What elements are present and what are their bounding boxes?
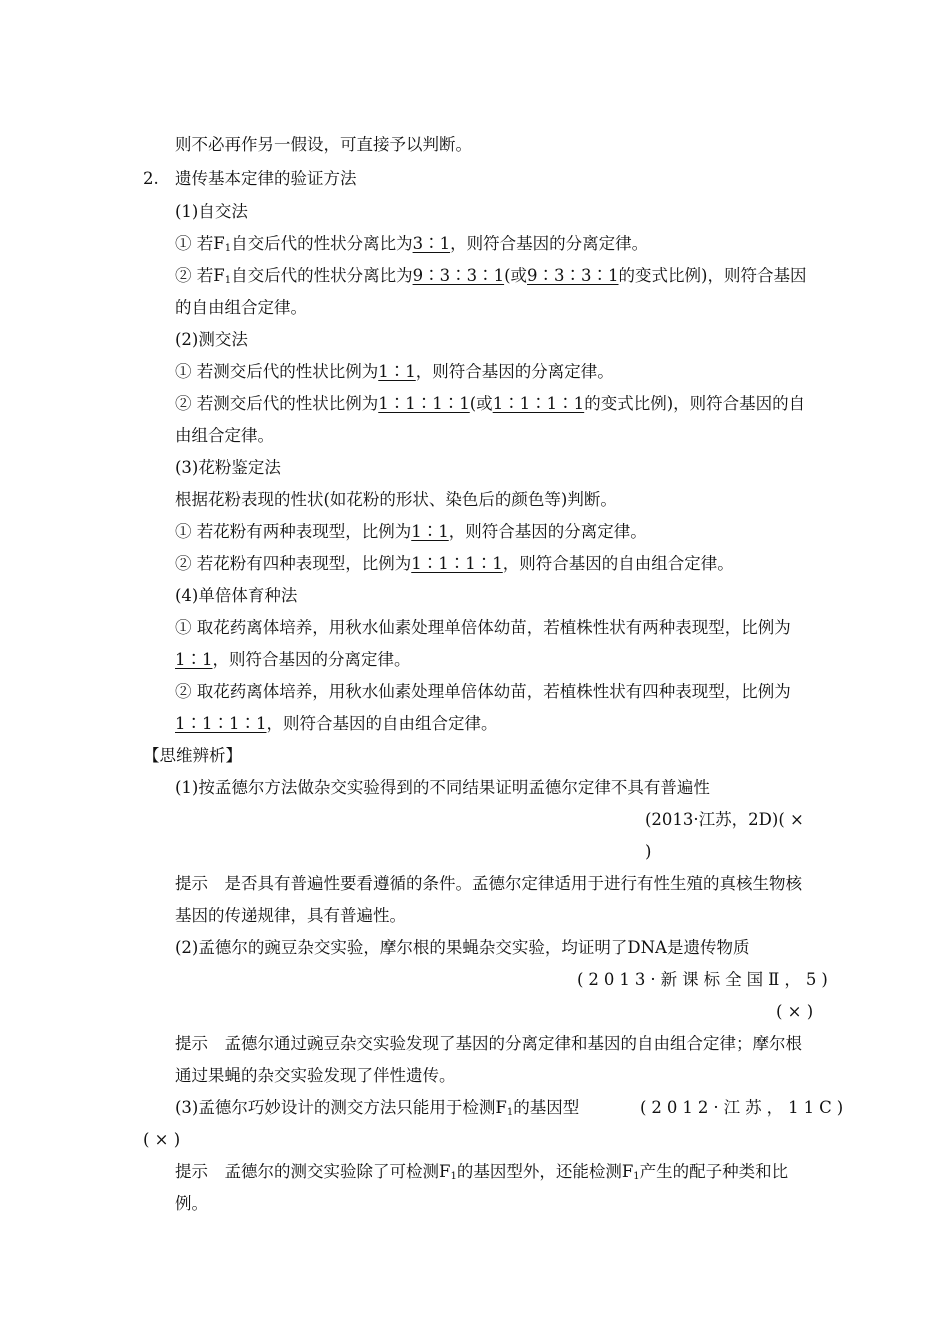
question-2: (2)孟德尔的豌豆杂交实验，摩尔根的果蝇杂交实验，均证明了DNA是遗传物质 xyxy=(175,938,750,957)
method-2-item-2: ② 若测交后代的性状比例为1∶1∶1∶1(或1∶1∶1∶1的变式比例)，则符合基因的自 xyxy=(175,394,806,413)
question-1-source: (2013·江苏，2D)( × xyxy=(645,810,804,829)
method-4-item-1: ① 取花药离体培养，用秋水仙素处理单倍体幼苗，若植株性状有两种表现型，比例为 xyxy=(175,618,791,637)
thinking-heading: 【思维辨析】 xyxy=(143,746,242,765)
method-1-item-2: ② 若$F_1$自交后代的性状分离比为9∶3∶3∶1(或9∶3∶3∶1的变式比例)，则符合基因 xyxy=(175,266,807,286)
answer-blank: 3∶1 xyxy=(412,234,451,253)
method-2-item-1: ① 若测交后代的性状比例为1∶1，则符合基因的分离定律。 xyxy=(175,362,614,381)
method-4-item-1-cont: 1∶1，则符合基因的分离定律。 xyxy=(175,650,411,669)
answer-blank: 1∶1∶1∶1 xyxy=(175,714,267,733)
section-2-title: 遗传基本定律的验证方法 xyxy=(175,169,357,188)
question-3-tip-cont: 例。 xyxy=(175,1194,208,1213)
answer-blank: 1∶1 xyxy=(378,362,416,381)
question-2-tip-cont: 通过果蝇的杂交实验发现了伴性遗传。 xyxy=(175,1066,456,1085)
answer-blank: 1∶1 xyxy=(411,522,449,541)
method-1-title: (1)自交法 xyxy=(175,202,248,221)
method-3-item-2: ② 若花粉有四种表现型，比例为1∶1∶1∶1，则符合基因的自由组合定律。 xyxy=(175,554,734,573)
question-3-tip: 提示 孟德尔的测交实验除了可检测$F_1$的基因型外，还能检测$F_1$产生的配子种类和比 xyxy=(175,1162,789,1182)
question-1: (1)按孟德尔方法做杂交实验得到的不同结果证明孟德尔定律不具有普遍性 xyxy=(175,778,710,797)
question-1-close: ) xyxy=(645,842,652,861)
paragraph-continuation: 则不必再作另一假设，可直接予以判断。 xyxy=(175,135,472,154)
answer-blank: 1∶1 xyxy=(175,650,213,669)
question-2-source: (2013·新课标全国Ⅱ，5) xyxy=(577,970,833,989)
method-3-item-1: ① 若花粉有两种表现型，比例为1∶1，则符合基因的分离定律。 xyxy=(175,522,647,541)
answer-blank: 1∶1∶1∶1 xyxy=(492,394,585,413)
question-3: (3)孟德尔巧妙设计的测交方法只能用于检测$F_1$的基因型 xyxy=(175,1098,580,1118)
method-2-item-2-cont: 由组合定律。 xyxy=(175,426,274,445)
answer-blank: 9∶3∶3∶1 xyxy=(412,266,505,285)
method-3-intro: 根据花粉表现的性状(如花粉的形状、染色后的颜色等)判断。 xyxy=(175,490,617,509)
method-4-item-2: ② 取花药离体培养，用秋水仙素处理单倍体幼苗，若植株性状有四种表现型，比例为 xyxy=(175,682,791,701)
method-1-item-2-cont: 的自由组合定律。 xyxy=(175,298,307,317)
method-2-title: (2)测交法 xyxy=(175,330,248,349)
question-2-mark: ( × ) xyxy=(776,1002,814,1021)
method-4-item-2-cont: 1∶1∶1∶1，则符合基因的自由组合定律。 xyxy=(175,714,498,733)
question-1-tip: 提示 是否具有普遍性要看遵循的条件。孟德尔定律适用于进行有性生殖的真核生物核 xyxy=(175,874,802,893)
answer-blank: 9∶3∶3∶1 xyxy=(527,266,619,285)
method-1-item-1: ① 若$F_1$自交后代的性状分离比为3∶1，则符合基因的分离定律。 xyxy=(175,234,649,254)
method-4-title: (4)单倍体育种法 xyxy=(175,586,298,605)
question-1-tip-cont: 基因的传递规律，具有普遍性。 xyxy=(175,906,406,925)
answer-blank: 1∶1∶1∶1 xyxy=(411,554,503,573)
method-3-title: (3)花粉鉴定法 xyxy=(175,458,281,477)
answer-blank: 1∶1∶1∶1 xyxy=(378,394,470,413)
section-2-number: 2. xyxy=(143,169,159,188)
question-2-tip: 提示 孟德尔通过豌豆杂交实验发现了基因的分离定律和基因的自由组合定律；摩尔根 xyxy=(175,1034,802,1053)
question-3-mark: ( × ) xyxy=(143,1130,181,1149)
question-3-source: (2012·江苏，11C) xyxy=(640,1098,849,1117)
